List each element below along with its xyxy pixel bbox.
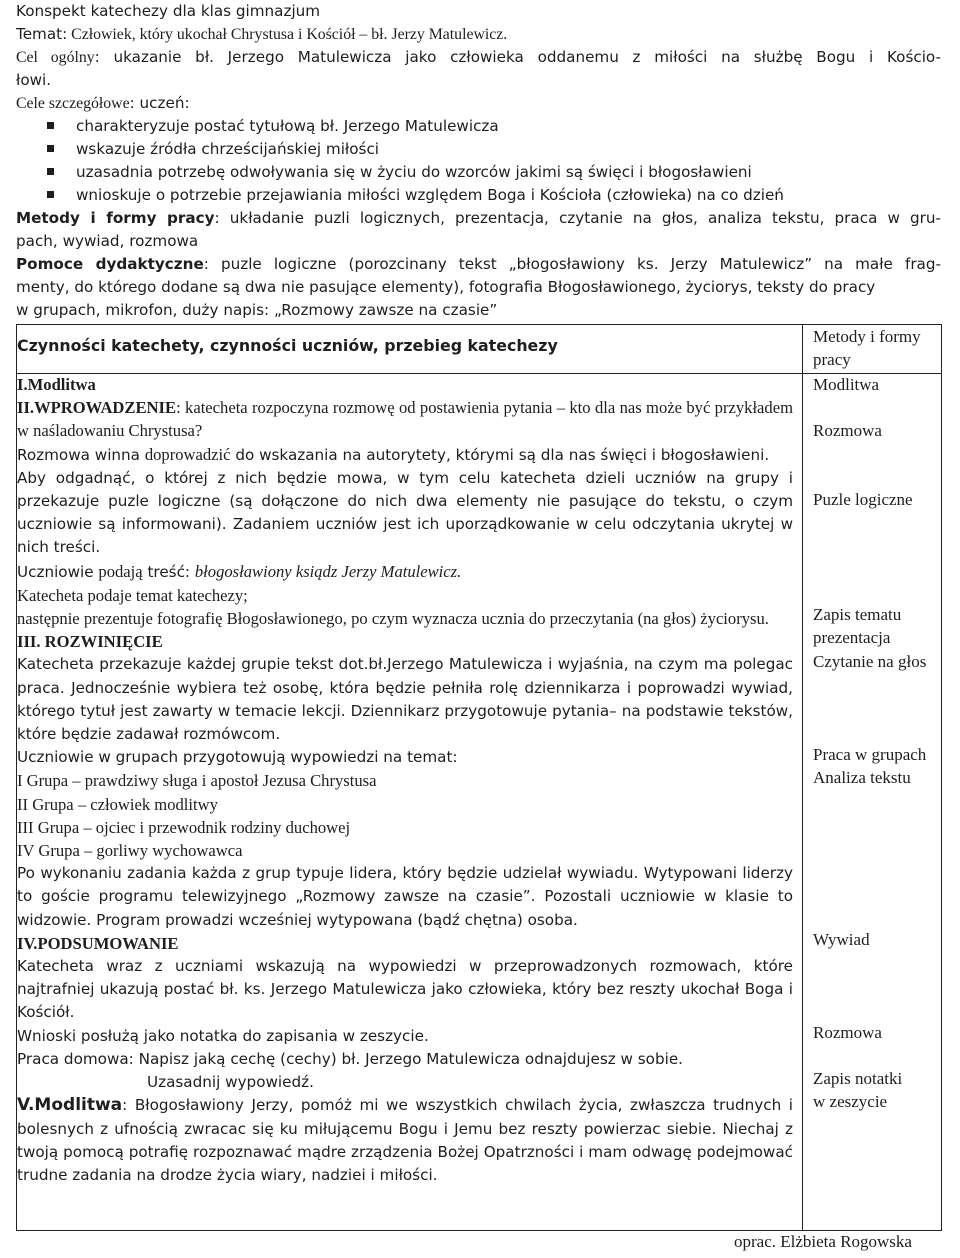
paragraph-answer-verb: podają — [98, 561, 143, 581]
paragraph-leader: Po wykonaniu zadania każda z grup typuje lidera, który będzie udzielał wywiadu. Wytypowani liderzy to goście programu telewizyjnego „Rozmowy zawsze na czasie”. Pozostali uczniowie w klasie to widzowie. Program prowadzi wcześniej wytypowana (bądź chętna) osoba. — [17, 864, 793, 929]
method-label: Wywiad — [813, 930, 870, 949]
table-header-right — [813, 325, 921, 371]
method-label: Analiza tekstu — [813, 768, 911, 787]
methods-line — [16, 207, 941, 230]
method-label: Zapis notatki — [813, 1069, 903, 1088]
group-1: I Grupa – prawdziwy sługa i apostoł Jezusa Chrystusa — [17, 771, 377, 791]
paragraph-answer — [17, 560, 793, 584]
general-goal-continuation: łowi. — [16, 71, 52, 89]
paragraph-discussion-verb: doprowadzić — [144, 444, 231, 464]
method-label: w zeszycie — [813, 1092, 888, 1111]
general-goal-text: : ukazanie bł. Jerzego Matulewicza jako człowieka oddanemu z miłości na służbę Bogu i Kościo- — [94, 48, 941, 66]
general-goal-label: Cel ogólny — [16, 49, 95, 66]
paragraph-notes: Wnioski posłużą jako notatka do zapisania w zeszycie. — [17, 1026, 429, 1045]
specific-goals-line — [16, 92, 941, 115]
paragraph-groups: Katecheta przekazuje każdej grupie tekst dot.bł.Jerzego Matulewicza i wyjaśnia, na czym ma polegac praca. Jednocześnie wybiera też osobę, która będzie pełniła rolę dziennikarza i poprowadzi wywiad, którego tytuł jest zawarty w temacie lekcji. Dziennikarz przygotowuje pytania– na podstawie tekstów, które będzie zadawał rozmówcom. — [17, 655, 793, 744]
method-label: Modlitwa — [813, 375, 880, 394]
paragraph-prepare: Uczniowie w grupach przygotowują wypowiedzi na temat: — [17, 748, 458, 767]
group-4: IV Grupa – gorliwy wychowawca — [17, 841, 243, 861]
topic-line — [16, 23, 941, 46]
specific-goals-list — [16, 115, 941, 207]
section-introduction — [17, 396, 793, 442]
list-item: charakteryzuje postać tytułową bł. Jerzego Matulewicza — [16, 115, 941, 138]
section-introduction-heading: II.WPROWADZENIE — [17, 398, 177, 418]
paragraph-answer-title: błogosławiony ksiądz Jerzy Matulewicz. — [194, 561, 462, 581]
paragraph-photo: następnie prezentuje fotografię Błogosławionego, po czym wyznacza ucznia do przeczytania (na głos) życiorysu. — [17, 609, 769, 629]
paragraph-topic: Katecheta podaje temat katechezy; — [17, 585, 248, 605]
lesson-header — [16, 0, 941, 322]
general-goal-line — [16, 46, 941, 69]
method-label: prezentacja — [813, 628, 891, 647]
paragraph-answer-colon: treść: — [142, 562, 195, 581]
specific-goals-label: Cele szczegółowe — [16, 95, 130, 112]
paragraph-discussion-rest: do wskazania na autorytety, którymi są dla nas święci i błogosławieni. — [230, 445, 770, 464]
group-2: II Grupa – człowiek modlitwy — [17, 794, 218, 814]
method-label: Zapis tematu — [813, 605, 902, 624]
document-heading: Konspekt katechezy dla klas gimnazjum — [16, 2, 321, 20]
aids-continuation-2: w grupach, mikrofon, duży napis: „Rozmowy zawsze na czasie” — [16, 301, 498, 319]
paragraph-discussion-part: Rozmowa winna — [17, 445, 145, 464]
lesson-table — [16, 324, 942, 1231]
methods-label: Metody i formy pracy — [16, 209, 215, 227]
list-item: uzasadnia potrzebę odwoływania się w życiu do wzorców jakimi są święci i błogosławieni — [16, 161, 941, 184]
aids-line — [16, 253, 941, 276]
author-signature: oprac. Elżbieta Rogowska — [734, 1232, 912, 1251]
table-header-left: Czynności katechety, czynności uczniów, przebieg katechezy — [17, 336, 558, 355]
section-final-prayer-text: : Błogosławiony Jerzy, pomóż mi we wszystkich chwilach życia, zwłaszcza trudnych i bolesnych z ufnością zwracac się ku miłującemu Bogu i Jemu bez reszty powierzac siebie. Niechaj z twoją pomocą potrafię rozpoznawać mądre zrządzenia Bożej Opatrzności i mam odwagę podejmować trudne zadania na drodze życia wiary, nadziei i miłości. — [17, 1096, 793, 1184]
aids-label: Pomoce dydaktyczne — [16, 255, 204, 273]
method-label: Puzle logiczne — [813, 490, 913, 509]
group-3: III Grupa – ojciec i przewodnik rodziny duchowej — [17, 817, 351, 837]
method-label: Praca w grupach — [813, 745, 927, 764]
paragraph-homework: Praca domowa: Napisz jaką cechę (cechy) bł. Jerzego Matulewicza odnajdujesz w sobie. — [17, 1049, 684, 1068]
method-label: Czytanie na głos — [813, 652, 927, 671]
section-final-prayer-heading: V.Modlitwa — [17, 1095, 123, 1116]
paragraph-discussion — [17, 443, 793, 467]
list-item: wskazuje źródła chrześcijańskiej miłości — [16, 138, 941, 161]
method-label: Rozmowa — [813, 421, 882, 440]
column-divider — [802, 325, 803, 1230]
topic-text: Człowiek, który ukochał Chrystusa i Kościół – bł. Jerzy Matulewicz. — [71, 26, 508, 43]
table-header-right-line2: pracy — [813, 350, 851, 369]
specific-goals-text: : uczeń: — [129, 94, 190, 112]
paragraph-summary: Katecheta wraz z uczniami wskazują na wypowiedzi w przeprowadzonych rozmowach, które najtrafniej ukazują postać bł. ks. Jerzego Matulewicza jako człowieka, który bez reszty ukochał Boga i Kościół. — [17, 957, 793, 1022]
section-final-prayer — [17, 1094, 793, 1187]
section-introduction-text: : katecheta rozpoczyna rozmowę od postawienia pytania – kto dla nas może być przykładem w naśladowaniu Chrystusa? — [17, 398, 793, 441]
paragraph-justify: Uzasadnij wypowiedź. — [147, 1073, 314, 1092]
methods-continuation: pach, wywiad, rozmowa — [16, 232, 199, 250]
topic-label: Temat: — [16, 25, 68, 43]
section-prayer-heading: I.Modlitwa — [17, 375, 96, 394]
table-header-right-line1: Metody i formy — [813, 327, 921, 346]
section-summary-heading: IV.PODSUMOWANIE — [17, 933, 179, 953]
aids-continuation-1: menty, do którego dodane są dwa nie pasujące elementy), fotografia Błogosławionego, życiorys, teksty do pracy — [16, 278, 876, 296]
section-development-heading: III. ROZWINIĘCIE — [17, 632, 163, 652]
list-item: wnioskuje o potrzebie przejawiania miłości względem Boga i Kościoła (człowieka) na co dzień — [16, 184, 941, 207]
paragraph-puzzle: Aby odgadnąć, o której z nich będzie mowa, w tym celu katecheta dzieli uczniów na grupy i przekazuje puzle logiczne (są dołączone do nich dwa elementy nie pasujące do tekstu, o czym uczniowie są informowani). Zadaniem uczniów jest ich uporządkowanie w celu odczytania ukrytej w nich treści. — [17, 468, 793, 557]
paragraph-answer-part: Uczniowie — [17, 562, 99, 581]
method-label: Rozmowa — [813, 1023, 882, 1042]
methods-text: : układanie puzli logicznych, prezentacja, czytanie na głos, analiza tekstu, praca w gru- — [214, 209, 941, 227]
lesson-flow — [17, 373, 793, 1187]
aids-text: : puzle logiczne (porozcinany tekst „błogosławiony ks. Jerzy Matulewicz” na małe frag- — [203, 255, 941, 273]
